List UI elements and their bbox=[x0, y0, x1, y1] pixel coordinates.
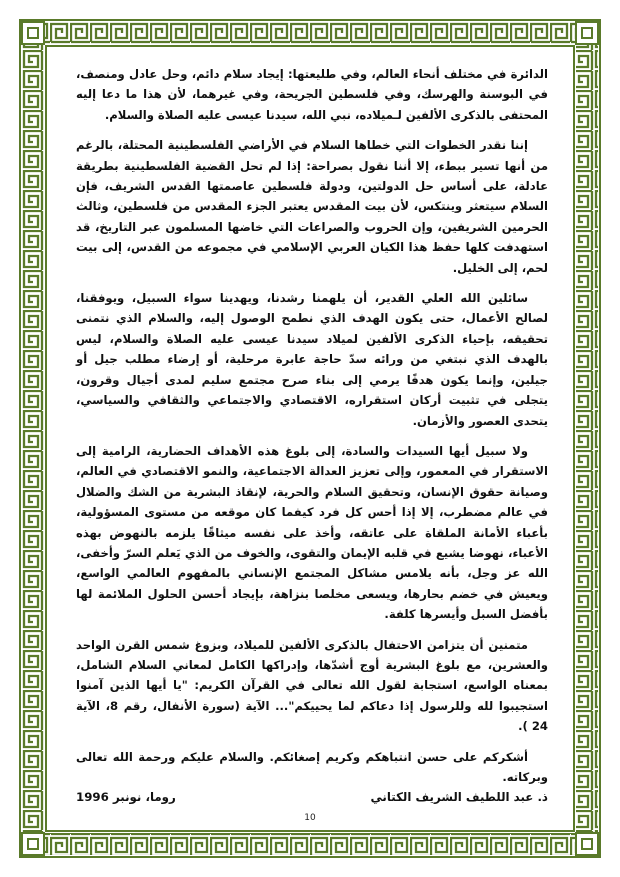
signatory-name: ذ. عبد اللطيف الشريف الكتاني bbox=[370, 790, 548, 804]
paragraph-4: ولا سبيل أيها السيدات والسادة، إلى بلوغ هذه الأهداف الحضارية، الرامية إلى الاستقرار في المعمور، وإلى تعزيز العدالة الاجتماعية، والنمو الاقتصادي في العالم، وصيانة حقوق الإنسان، وتحقيق السلام والحرية، لإنقاذ البشرية من الشك والضلال في عالم مضطرب، إلا إذا أحس كل فرد كيفما كان موقعه من مستوى المسؤولية، بأعباء الأمانة الملقاة على عاتقه، وأخذ على نفسه ميثاقًا يلزمه بالنهوض بهذه الأعباء، نهوضا يشيع في قلبه الإيمان والتقوى، والخوف من الذي يَعلم السرّ وأخفى، الله عز وجل، بأنه يلامس مشاكل المجتمع الإنساني بالمفهوم العالمي الواسع، ويعيش في خضم بحارها، ويسعى مخلصا بنزاهة، بإيجاد أحسن الحلول الملائمة لها بأفضل السبل وأيسرها كلفة. bbox=[76, 443, 548, 622]
signature-line bbox=[76, 790, 548, 810]
place-and-date: روما، نونبر 1996 bbox=[76, 790, 176, 804]
paragraph-closing: أشكركم على حسن انتباهكم وكريم إصغائكم. والسلام عليكم ورحمة الله تعالى وبركاته. bbox=[76, 749, 548, 784]
document-body bbox=[76, 64, 548, 804]
paragraph-1: الدائرة في مختلف أنحاء العالم، وفي طليعتها: إيجاد سلام دائم، وحل عادل ومنصف، في البوسنة والهرسك، وفي فلسطين الجريحة، وفي غيرهما، لأن هذا ما دعا إليه المحتفى بالذكرى الألفين لـميلاده، نبي الله، سيدنا عيسى عليه الصلاة والسلام. bbox=[76, 67, 548, 122]
paragraph-2: إننا نقدر الخطوات التي خطاها السلام في الأراضي الفلسطينية المحتلة، بالرغم من أنها تسير ببطء، إلا أننا نقول بصراحة: إذا لم تحل القضية الفلسطينية بطريقة عادلة، على أساس حل الدولتين، ودولة فلسطين عاصمتها القدس الشريف، فإن السلام سيتعثر وينتكس، لأن بيت المقدس يعتبر الجزء المقدس من فلسطين، وثالث الحرمين الشريفين، وإن الحروب والصراعات التي خاضها المسلمون عبر التاريخ، قد استهدفت كلها حفظ هذا الكيان العربي الإسلامي في مجموعه من القدس، إلى بيت لحم، إلى الخليل. bbox=[76, 138, 548, 275]
paragraph-5: متمنين أن يتزامن الاحتفال بالذكرى الألفين للميلاد، وبزوغ شمس القرن الواحد والعشرين، مع بلوغ البشرية أوج أشدّها، وإدراكها الكامل لمعاني السلام الشامل، بمعناه الواسع، استجابة لقول الله تعالى في القرآن الكريم: "يا أيها الذين آمنوا استجيبوا لله وللرسول إذا دعاكم لما يحييكم"... الآية (سورة الأنفال، رقم 8، الآية 24 ). bbox=[76, 637, 548, 734]
page-number: 10 bbox=[304, 813, 316, 823]
paragraph-3: سائلين الله العلي القدير، أن يلهمنا رشدنا، ويهدينا سواء السبيل، ويوفقنا، لصالح الأعمال، حتى يكون الهدف الذي نطمح الوصول إليه، والسلام الذي نتمنى تحقيقه، بإحياء الذكرى الألفين لميلاد سيدنا عيسى عليه الصلاة والسلام، ليس بالهدف الذي نبتغي من ورائه سدّ حاجة عابرة مرحلية، أو إرضاء مطلب جيل أو جيلين، وإنما يكون هدفًا يرمي إلى بناء صرح مجتمع سليم لمدى أجيال وقرون، يتجلى في تثبيت أركان استقراره، الاقتصادي والاجتماعي والثقافي والسياسي، يتحدى العصور والأزمان. bbox=[76, 291, 548, 428]
